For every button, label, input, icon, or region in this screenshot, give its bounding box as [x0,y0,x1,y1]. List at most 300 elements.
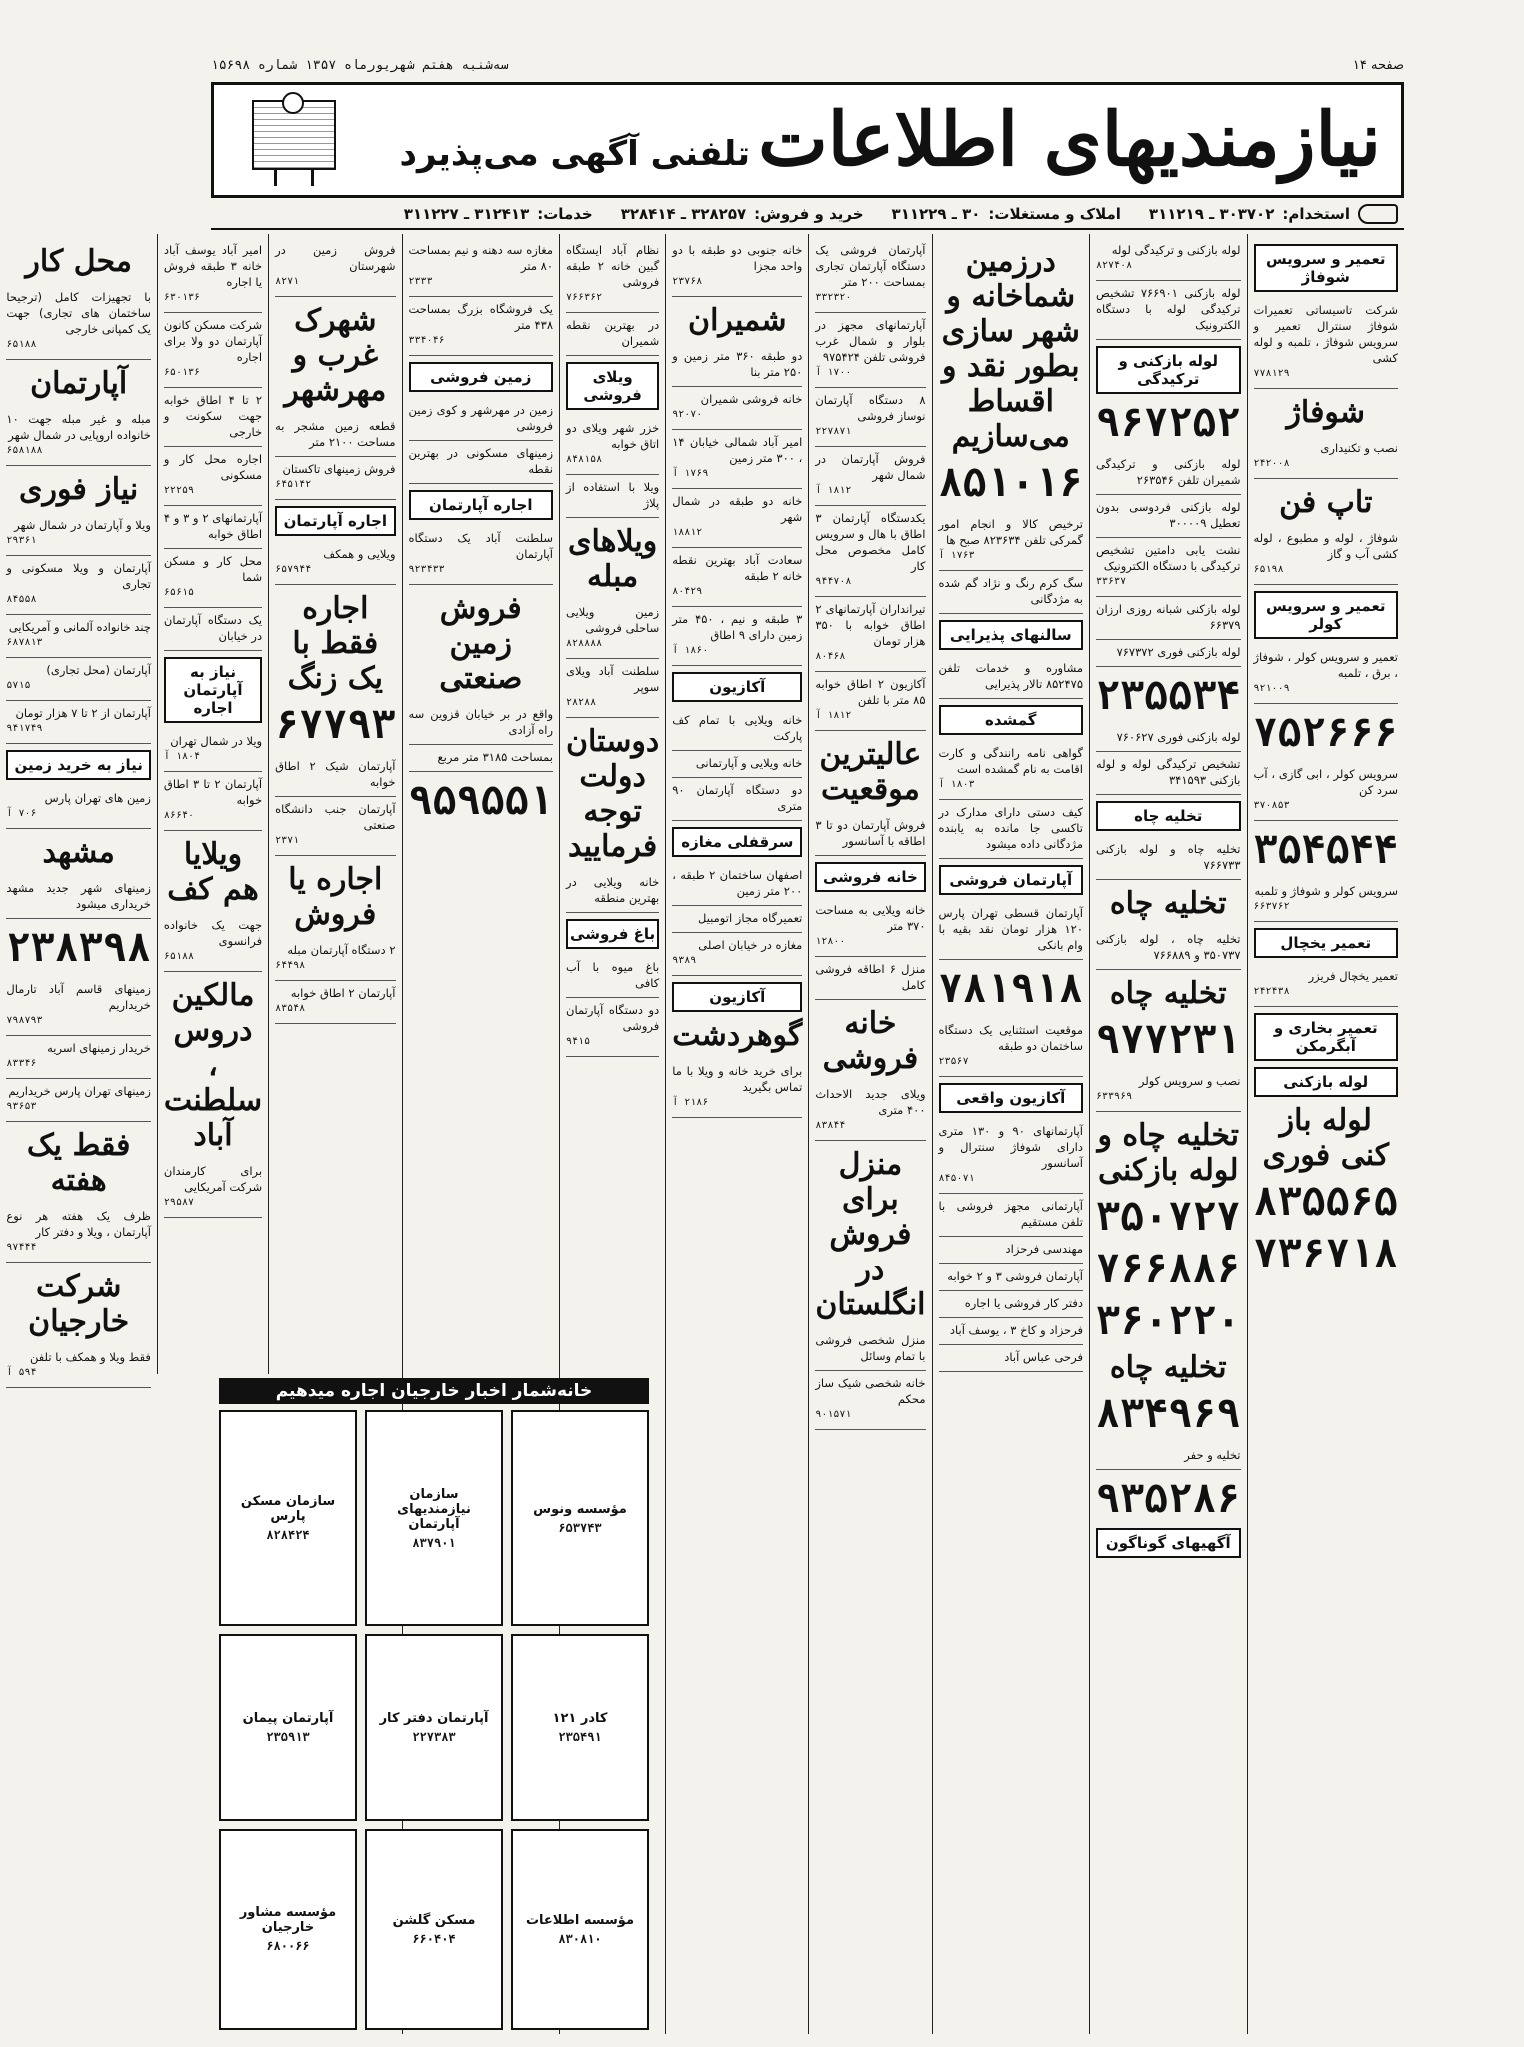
ad-phone: ۲۳۳۳ [408,276,433,287]
ad-phone: ۷۷۸۱۲۹ [1253,368,1290,379]
classified-ad [6,1345,151,1388]
ad-phone: ۹۳۸۹ [672,955,697,966]
classified-ad [409,238,554,297]
ad-phone: ۶۳۳۹۶۹ [1096,1091,1133,1102]
section-heading: تعمیر و سرویس شوفاژ [1254,244,1399,292]
display-phone-number: ۲۳۸۳۹۸ [6,925,151,971]
section-heading: خانه فروشی [815,862,925,892]
ad-text: دو دستگاه آپارتمان ۹۰ متری [672,783,803,813]
classified-ad [164,729,262,772]
ad-text: تعمیر و سرویس کولر ، شوفاژ ، برق ، تلمبه [1253,650,1398,680]
classified-ad [672,607,802,666]
ad-phone: ۸۴۵۰۷۱ [938,1173,975,1184]
ad-text: سرویس کولر ، ابی گازی ، آب سرد کن [1253,767,1398,797]
service-phones: خدمات:۳۱۲۴۱۳ ـ ۳۱۱۲۲۷ [403,205,593,223]
display-heading: نیاز فوری [19,472,139,507]
ad-phone: ۶۵۷۹۴۴ [275,564,312,575]
classified-ad [1254,762,1399,821]
classified-ad [6,977,151,1036]
ad-text: جهت یک خانواده فرانسوی [163,918,263,948]
classified-ad [939,512,1084,571]
classified-ad [939,1345,1084,1372]
classified-ad [1096,495,1241,538]
pointing-hand-icon [1358,204,1398,224]
display-ads-grid [219,1410,649,2030]
display-ad-card [511,1634,649,1820]
classified-ad [1096,238,1241,281]
display-heading: شهرک غرب و مهرشهر [284,303,387,408]
ad-phone: ۲۹۳۶۱ [6,535,37,546]
ad-text: آپارتمان (محل تجاری) [46,663,151,677]
ad-phone: ۶۴۵۱۴۲ [275,479,312,490]
ad-text: یکدستگاه آپارتمان ۳ اطاق با هال و سرویس کامل مخصوص محل کار [815,511,926,573]
ad-text: آپارتمان ۲ اطاق خوابه [290,986,396,1000]
classified-ad [939,1291,1084,1318]
ad-text: سلطنت آباد یک دستگاه آپارتمان [408,531,554,561]
classified-ad [1096,281,1241,340]
ad-phone: ۱۸۱۲ آ [815,710,852,721]
classified-ad [566,475,659,518]
ad-text: لوله بازکنی ۷۶۶۹۰۱ تشخیص ترکیدگی لوله با دستگاه الکترونیک [1096,286,1241,332]
classified-ad [1096,538,1241,597]
ad-text: آپارتمانهای مجهز در بلوار و شمال غرب فروشی تلفن ۹۷۵۴۲۴ [815,318,926,364]
classified-ad [6,658,151,701]
ad-phone: ۸۳۵۴۸ [275,1003,306,1014]
ad-text: ویلا و آپارتمان در شمال شهر [14,518,151,532]
ad-text: ویلایی و همکف [323,547,396,561]
ad-phone: ۲۲۲۵۹ [163,485,195,496]
ad-text: ظرف یک هفته هر نوع آپارتمان ، ویلا و دفتر کار [6,1209,151,1239]
classified-ad [409,441,554,484]
ad-card-phone: ۲۲۷۳۸۳ [412,1729,456,1744]
masthead [211,82,1404,198]
classified-ad [672,778,802,821]
ad-phone: ۹۷۴۴۴ [6,1242,37,1253]
ad-phone: ۶۵۱۸۸ [163,951,195,962]
column-10 [0,234,157,1378]
display-heading: شرکت خارجیان [28,1269,130,1339]
ad-text: خزر شهر ویلای دو اتاق خوابه [566,421,660,451]
ad-text: زمین در مهرشهر و کوی زمین فروشی [408,403,554,433]
ad-phone: ۶۵۸۱۸۸ [6,445,43,456]
display-phone-number: ۷۶۶۸۸۶ [1096,1246,1241,1292]
ad-phone: ۹۴۱۵ [566,1036,591,1047]
classified-ad [275,238,395,297]
display-heading: لوله باز کنی فوری [1262,1103,1390,1173]
classified-ad [939,1194,1084,1237]
display-heading: اجاره یا فروش [288,862,383,932]
ad-text: نشت یابی دامتین تشخیص ترکیدگی با دستگاه الکترونیک [1096,543,1241,573]
ad-text: آپارتمانهای ۹۰ و ۱۳۰ متری دارای شوفاژ سنترال و آسانسور [938,1124,1083,1170]
classified-ad [815,1082,925,1141]
display-ad-card [511,1829,649,2030]
classified-ad [672,238,802,297]
ad-phone: ۹۲۰۷۰ [672,409,703,420]
display-phone-number: ۳۵۰۷۲۷ [1096,1194,1241,1240]
display-heading: تخلیه چاه و لوله بازکنی [1097,1118,1240,1188]
classified-ad [815,238,925,313]
ad-phone: ۸۴۵۵۸ [6,594,37,605]
ad-text: سرویس کولر و شوفاژ و تلمبه [1254,884,1398,898]
classified-ad [815,813,925,856]
section-heading: تعمیر یخچال [1254,928,1399,958]
classified-ad [6,1036,151,1079]
ad-phone: ۵۷۱۵ [6,680,31,691]
ad-phone: ۸۳۸۴۴ [815,1120,846,1131]
display-heading: ویلاهای مبله [568,524,658,594]
ad-text: سگ کرم رنگ و نژاد گم شده به مژدگانی [938,576,1083,606]
ad-phone: ۲۳۵۶۷ [938,1056,969,1067]
classified-ad [1096,1069,1241,1112]
display-phone-number: ۸۳۴۹۶۹ [1096,1391,1241,1437]
display-heading: اجاره فقط با یک زنگ [287,591,383,696]
section-heading: زمین فروشی [409,362,554,392]
classified-ad [1096,837,1241,880]
section-heading: سرقفلی مغازه [672,827,802,857]
ad-phone: ۶۸۷۸۱۳ [6,637,43,648]
ad-phone: ۹۲۱۰۰۹ [1253,683,1290,694]
display-heading: دوستان دولت توجه فرمایید [566,724,660,864]
column-2 [1089,234,1247,2034]
classified-ad [815,1371,925,1430]
classified-ad [6,615,151,658]
ad-phone: ۸۰۴۶۸ [815,651,846,662]
section-heading: نیاز به خرید زمین [6,750,151,780]
ad-card-phone: ۸۳۰۸۱۰ [558,1931,602,1946]
ad-text: محل کار و مسکن شما [163,554,263,584]
ad-card-name: کادر ۱۲۱ [552,1710,608,1726]
ad-text: آپارتمان فروشی ۳ و ۲ خوابه [947,1269,1083,1283]
ad-text: ویلا در شمال تهران [170,734,263,748]
ad-phone: ۷۹۸۷۹۳ [6,1015,43,1026]
ad-phone: ۹۴۴۷۰۸ [815,576,852,587]
ad-text: خانه دو طبقه در شمال شهر [672,494,803,524]
classified-ad [672,708,802,751]
classified-ad [164,313,262,388]
ad-text: واقع در بر خیابان قزوین سه راه آزادی [408,707,554,737]
classified-ad [566,416,659,475]
ad-text: لوله بازکنی شبانه روزی ارزان ۶۶۳۷۹ [1096,602,1241,632]
ad-text: ۲ تا ۴ اطاق خوابه جهت سکونت و خارجی [163,393,263,439]
display-heading: آپارتمان [30,366,128,401]
ad-card-name: مؤسسه ونوس [533,1501,627,1517]
phone-numbers-bar [211,200,1404,230]
display-phone-number: ۳۵۴۵۴۴ [1253,827,1398,873]
ad-phone: ۲۲۷۸۷۱ [815,426,852,437]
classified-ad [672,933,802,976]
ad-text: نظام آباد ایستگاه گبین خانه ۲ طبقه فروشی [566,243,660,289]
display-ad-card [219,1829,357,2030]
ad-text: شوفاژ ، لوله و مطبوع ، لوله کشی آب و گاز [1253,531,1398,561]
classified-ad [939,901,1084,960]
display-heading: فروش زمین صنعتی [439,591,523,696]
ad-text: ۲ دستگاه آپارتمان مبله [287,943,396,957]
section-heading: لوله بازکنی [1254,1067,1399,1097]
ad-text: فروش زمین در شهرستان [275,243,396,273]
ad-card-phone: ۶۵۳۷۴۳ [558,1520,602,1535]
estate-phones: املاک و مستغلات:۳۰ ـ ۳۱۱۲۲۹ [891,205,1121,223]
classified-ad [815,313,925,388]
ad-text: مغازه در خیابان اصلی [698,938,803,952]
ad-text: آکازیون ۲ اطاق خوابه ۸۵ متر با تلفن [815,677,926,707]
classified-ad [164,549,262,608]
display-heading: خانه فروشی [822,1006,919,1076]
ad-text: زمین ویلایی ساحلی فروشی [566,605,660,635]
classified-ad [939,1018,1084,1077]
classified-ad [939,1318,1084,1345]
classified-ad [6,513,151,556]
column-1 [1247,234,1405,2034]
display-heading: گوهردشت [672,1018,803,1053]
ad-text: مبله و غیر مبله جهت ۱۰ خانواده اروپایی در شمال شهر [6,412,151,442]
ad-text: آپارتمان ۲ تا ۳ اطاق خوابه [163,777,263,807]
classified-ad [164,1159,262,1218]
ad-phone: ۱۸۰۳ آ [938,779,975,790]
ad-text: قطعه زمین مشجر به مساحت ۲۱۰۰ متر [275,419,396,449]
ad-phone: ۲۹۵۸۷ [163,1197,195,1208]
display-phone-number: ۸۵۱۰۱۶ [938,460,1083,506]
ad-text: خانه ویلایی به مساحت ۳۷۰ متر [815,903,926,933]
ad-text: آپارتمان جنب دانشگاه صنعتی [275,802,396,832]
masthead-title: نیازمندیهای اطلاعات [758,97,1381,183]
classified-ad [1096,1443,1241,1470]
ad-text: دو طبقه ۳۶۰ متر زمین و ۲۵۰ متر بنا [672,349,803,379]
display-phone-number: ۲۳۵۵۳۴ [1096,673,1241,719]
ad-text: چند خانواده آلمانی و آمریکایی [8,620,151,634]
display-heading: ویلایا هم کف [167,837,259,907]
classified-ad [672,1059,802,1118]
ad-phone: ۱۸۰۴ آ [163,751,201,762]
classified-ad [566,870,659,913]
ad-text: دو دستگاه آپارتمان فروشی [566,1003,660,1033]
ad-phone: ۲۸۲۸۸ [566,697,597,708]
section-heading: آکازیون [672,672,802,702]
classified-ad [6,1204,151,1263]
ad-phone: ۳۳۲۳۲۰ [815,292,852,303]
ad-text: فروش آپارتمان دو تا ۳ اطاقه با آسانسور [815,818,926,848]
ad-phone: ۲۴۲۴۳۸ [1253,986,1290,997]
display-ad-card [219,1634,357,1820]
classified-ad [566,238,659,313]
classified-ad [1254,436,1399,479]
ad-phone: ۸۰۴۲۹ [672,586,703,597]
display-heading: مشهد [42,835,115,870]
ad-text: موقعیت استثنایی یک دستگاه ساختمان دو طبقه [938,1023,1083,1053]
classified-ad [164,238,262,313]
ad-phone: ۹۲۳۴۳۳ [408,564,445,575]
masthead-text [399,97,1382,183]
ad-text: بمساحت ۳۱۸۵ متر مربع [437,750,554,764]
ad-phone: ۸۲۷۴۰۸ [1096,260,1133,271]
classified-ad [164,388,262,447]
classified-ad [6,876,151,919]
ad-text: آپارتمانی مجهز فروشی با تلفن مستقیم [938,1199,1083,1229]
display-phone-number: ۹۷۷۲۳۱ [1096,1017,1241,1063]
display-ad-card [365,1410,503,1626]
classified-ad [1254,526,1399,585]
classified-ad [409,702,554,745]
ad-text: سعادت آباد بهترین نقطه خانه ۲ طبقه [672,553,803,583]
display-heading: فقط یک هفته [26,1128,131,1198]
ad-text: زمین های تهران پارس [44,791,151,805]
display-phone-number: ۳۶۰۲۲۰ [1096,1298,1241,1344]
classified-ad [409,745,554,772]
ad-text: ویلا با استفاده از پلاژ [566,480,660,510]
section-heading: اجاره آپارتمان [275,506,395,536]
ad-phone: ۶۳۰۱۳۶ [163,292,201,303]
classified-ad [164,913,262,972]
classified-ad [939,800,1084,859]
ad-text: خانه ویلایی با تمام کف پارکت [672,713,803,743]
classified-ad [1254,645,1399,704]
display-heading: تخلیه چاه [1109,886,1227,921]
display-phone-number: ۹۶۷۲۵۲ [1096,400,1241,446]
display-heading: محل کار [25,244,132,279]
ad-phone: ۶۵۰۱۳۶ [163,367,201,378]
ad-text: اجاره محل کار و مسکونی [163,452,263,482]
ad-phone: ۶۵۱۹۸ [1253,564,1284,575]
ad-text: برای کارمندان شرکت آمریکایی [163,1164,263,1194]
display-phone-number: ۹۵۹۵۵۱ [408,778,554,824]
ad-text: شرکت تاسیساتی تعمیرات شوفاژ سنترال تعمیر و سرویس شوفاژ ، تلمبه و لوله کشی [1253,303,1398,365]
column-8 [268,234,401,1374]
ad-phone: ۱۸۸۱۲ [672,527,703,538]
ad-text: خانه فروشی شمیران [700,392,803,406]
display-phone-number: ۷۵۲۶۶۶ [1253,710,1398,756]
ad-text: لوله بازکنی فوری ۷۶۷۳۷۲ [1116,645,1241,659]
classified-ad [1254,298,1399,389]
ad-text: ترخیص کالا و انجام امور گمرکی تلفن ۸۲۳۶۳۴ صبح ها [938,517,1083,547]
classified-ad [815,388,925,447]
ad-text: زمینهای تهران پارس خریداریم [8,1084,151,1098]
section-heading: لوله بازکنی و ترکیدگی [1096,346,1241,394]
ad-text: لوله بازکنی فردوسی بدون تعطیل ۳۰۰۰۰۹ [1096,500,1241,530]
ad-phone: ۸۴۸۱۵۸ [566,454,603,465]
classified-ad [1096,452,1241,495]
classified-ad [1096,927,1241,970]
ad-phone: ۶۶۳۷۶۲ [1253,901,1290,912]
ad-text: زمینهای شهر جدید مشهد خریداری میشود [6,881,151,911]
ad-card-phone: ۲۳۵۴۹۱ [558,1729,602,1744]
foreigners-banner: خانه‌شمار اخبار خارجیان اجاره میدهیم [219,1378,649,1404]
section-heading: تعمیر و سرویس کولر [1254,591,1399,639]
classified-ad [672,751,802,778]
ad-text: تعمیر یخچال فریزر [1308,969,1398,983]
ad-text: خانه ویلایی و آپارتمانی [695,756,803,770]
section-heading: آگهیهای گوناگون [1096,1528,1241,1558]
classified-ad [1096,725,1241,752]
classified-ad [815,957,925,1000]
classified-ad [1096,597,1241,640]
ad-phone: ۱۲۸۰۰ [815,936,846,947]
classified-ad [1254,879,1399,922]
classified-ad [6,285,151,360]
ad-card-name: سازمان مسکن پارس [240,1494,336,1525]
ad-text: آپارتمان از ۲ تا ۷ هزار تومان [15,706,151,720]
classified-ad [672,344,802,387]
classified-ad [815,447,925,506]
ad-card-phone: ۶۸۰۰۶۶ [266,1939,310,1954]
classified-ad [275,414,395,457]
ad-text: مشاوره و خدمات تلفن ۸۵۲۴۷۵ تالار پذیرایی [938,661,1083,691]
classified-ad [672,387,802,430]
classified-ad [164,447,262,506]
ad-text: در بهترین نقطه شمیران [566,318,660,348]
ad-text: خانه جنوبی دو طبقه با دو واحد مجزا [672,243,803,273]
ad-text: امیر آباد یوسف آباد خانه ۳ طبقه فروش یا اجاره [163,243,263,289]
classified-ad [275,542,395,585]
ad-text: یک دستگاه آپارتمان در خیابان [163,613,263,643]
ad-phone: ۸۶۶۴۰ [163,810,195,821]
ad-text: زمینهای مسکونی در بهترین نقطه [408,446,554,476]
classified-ad [275,457,395,500]
section-heading: آکازیون واقعی [939,1083,1084,1113]
ad-text: فرحزاد و کاخ ۳ ، یوسف آباد [949,1323,1083,1337]
ad-phone: ۶۵۱۸۸ [6,339,37,350]
classified-ad [815,597,925,672]
section-heading: اجاره آپارتمان [409,490,554,520]
classified-ad [1096,640,1241,667]
classified-ad [815,898,925,957]
classified-ad [6,1079,151,1122]
classified-ad [566,955,659,998]
classified-ad [6,786,151,829]
classified-ad [409,297,554,356]
display-phone-number: ۹۳۵۲۸۶ [1096,1476,1241,1522]
ad-phone: ۷۰۶ آ [6,808,37,819]
ad-phone: ۶۴۴۹۸ [275,960,306,971]
ad-text: گواهی نامه رانندگی و کارت اقامت به نام گمشده است [938,746,1083,776]
ad-phone: ۱۸۶۰ آ [672,645,709,656]
ad-card-name: مؤسسه مشاور خارجیان [239,1905,337,1936]
classified-ad [6,407,151,466]
classified-ad [939,1237,1084,1264]
ad-text: آپارتمان شیک ۲ اطاق خوابه [275,759,396,789]
ad-phone: ۳۷۰۸۵۳ [1253,800,1290,811]
ad-phone: ۸۲۸۸۸۸ [566,638,603,649]
ad-text: برای خرید خانه و ویلا با ما تماس بگیرید [672,1064,803,1094]
ad-phone: ۹۳۶۵۳ [6,1101,37,1112]
ad-text: لوله بازکنی و ترکیدگی لوله [1111,243,1241,257]
classified-ad [815,506,925,597]
classified-ad [672,906,802,933]
ad-phone: ۹۴۱۷۴۹ [6,723,43,734]
ad-text: خانه شخصی شیک ساز محکم [815,1376,926,1406]
ad-text: لوله بازکنی فوری ۷۶۰۶۲۷ [1116,730,1241,744]
display-heading: شمیران [688,303,787,338]
display-heading: درزمین شماخانه و شهر سازی بطور نقد و اقساط می‌سازیم [941,244,1080,454]
hire-phones: استخدام:۳۰۳۷۰۲ ـ ۳۱۱۲۱۹ [1148,205,1350,223]
ad-phone: ۷۶۶۳۶۲ [566,292,603,303]
ad-text: شرکت مسکن کانون آپارتمان دو ولا برای اجاره [163,318,263,364]
ad-text: تعمیرگاه مجاز اتومبیل [698,911,803,925]
section-heading: سالنهای پذیرایی [939,620,1084,650]
classified-ad [939,1119,1084,1194]
ad-text: نصب و تکنیداری [1320,441,1398,455]
ad-phone: ۱۷۰۰ آ [815,367,852,378]
ad-text: ویلای جدید الاحداث ۴۰۰ متری [815,1087,926,1117]
ad-text: اصفهان ساختمان ۲ طبقه ، ۲۰۰ متر زمین [672,868,803,898]
ad-text: دفتر کار فروشی یا اجاره [964,1296,1083,1310]
ad-phone: ۲۳۷۶۸ [672,276,703,287]
display-ad-card [365,1634,503,1820]
ad-text: فروش زمینهای تاکستان [282,462,396,476]
classified-ad [1096,752,1241,795]
classified-ad [939,1264,1084,1291]
ad-text: سلطنت آباد ویلای سوپر [566,664,660,694]
ad-text: فقط ویلا و همکف با تلفن [29,1350,151,1364]
classified-ad [1254,964,1399,1007]
